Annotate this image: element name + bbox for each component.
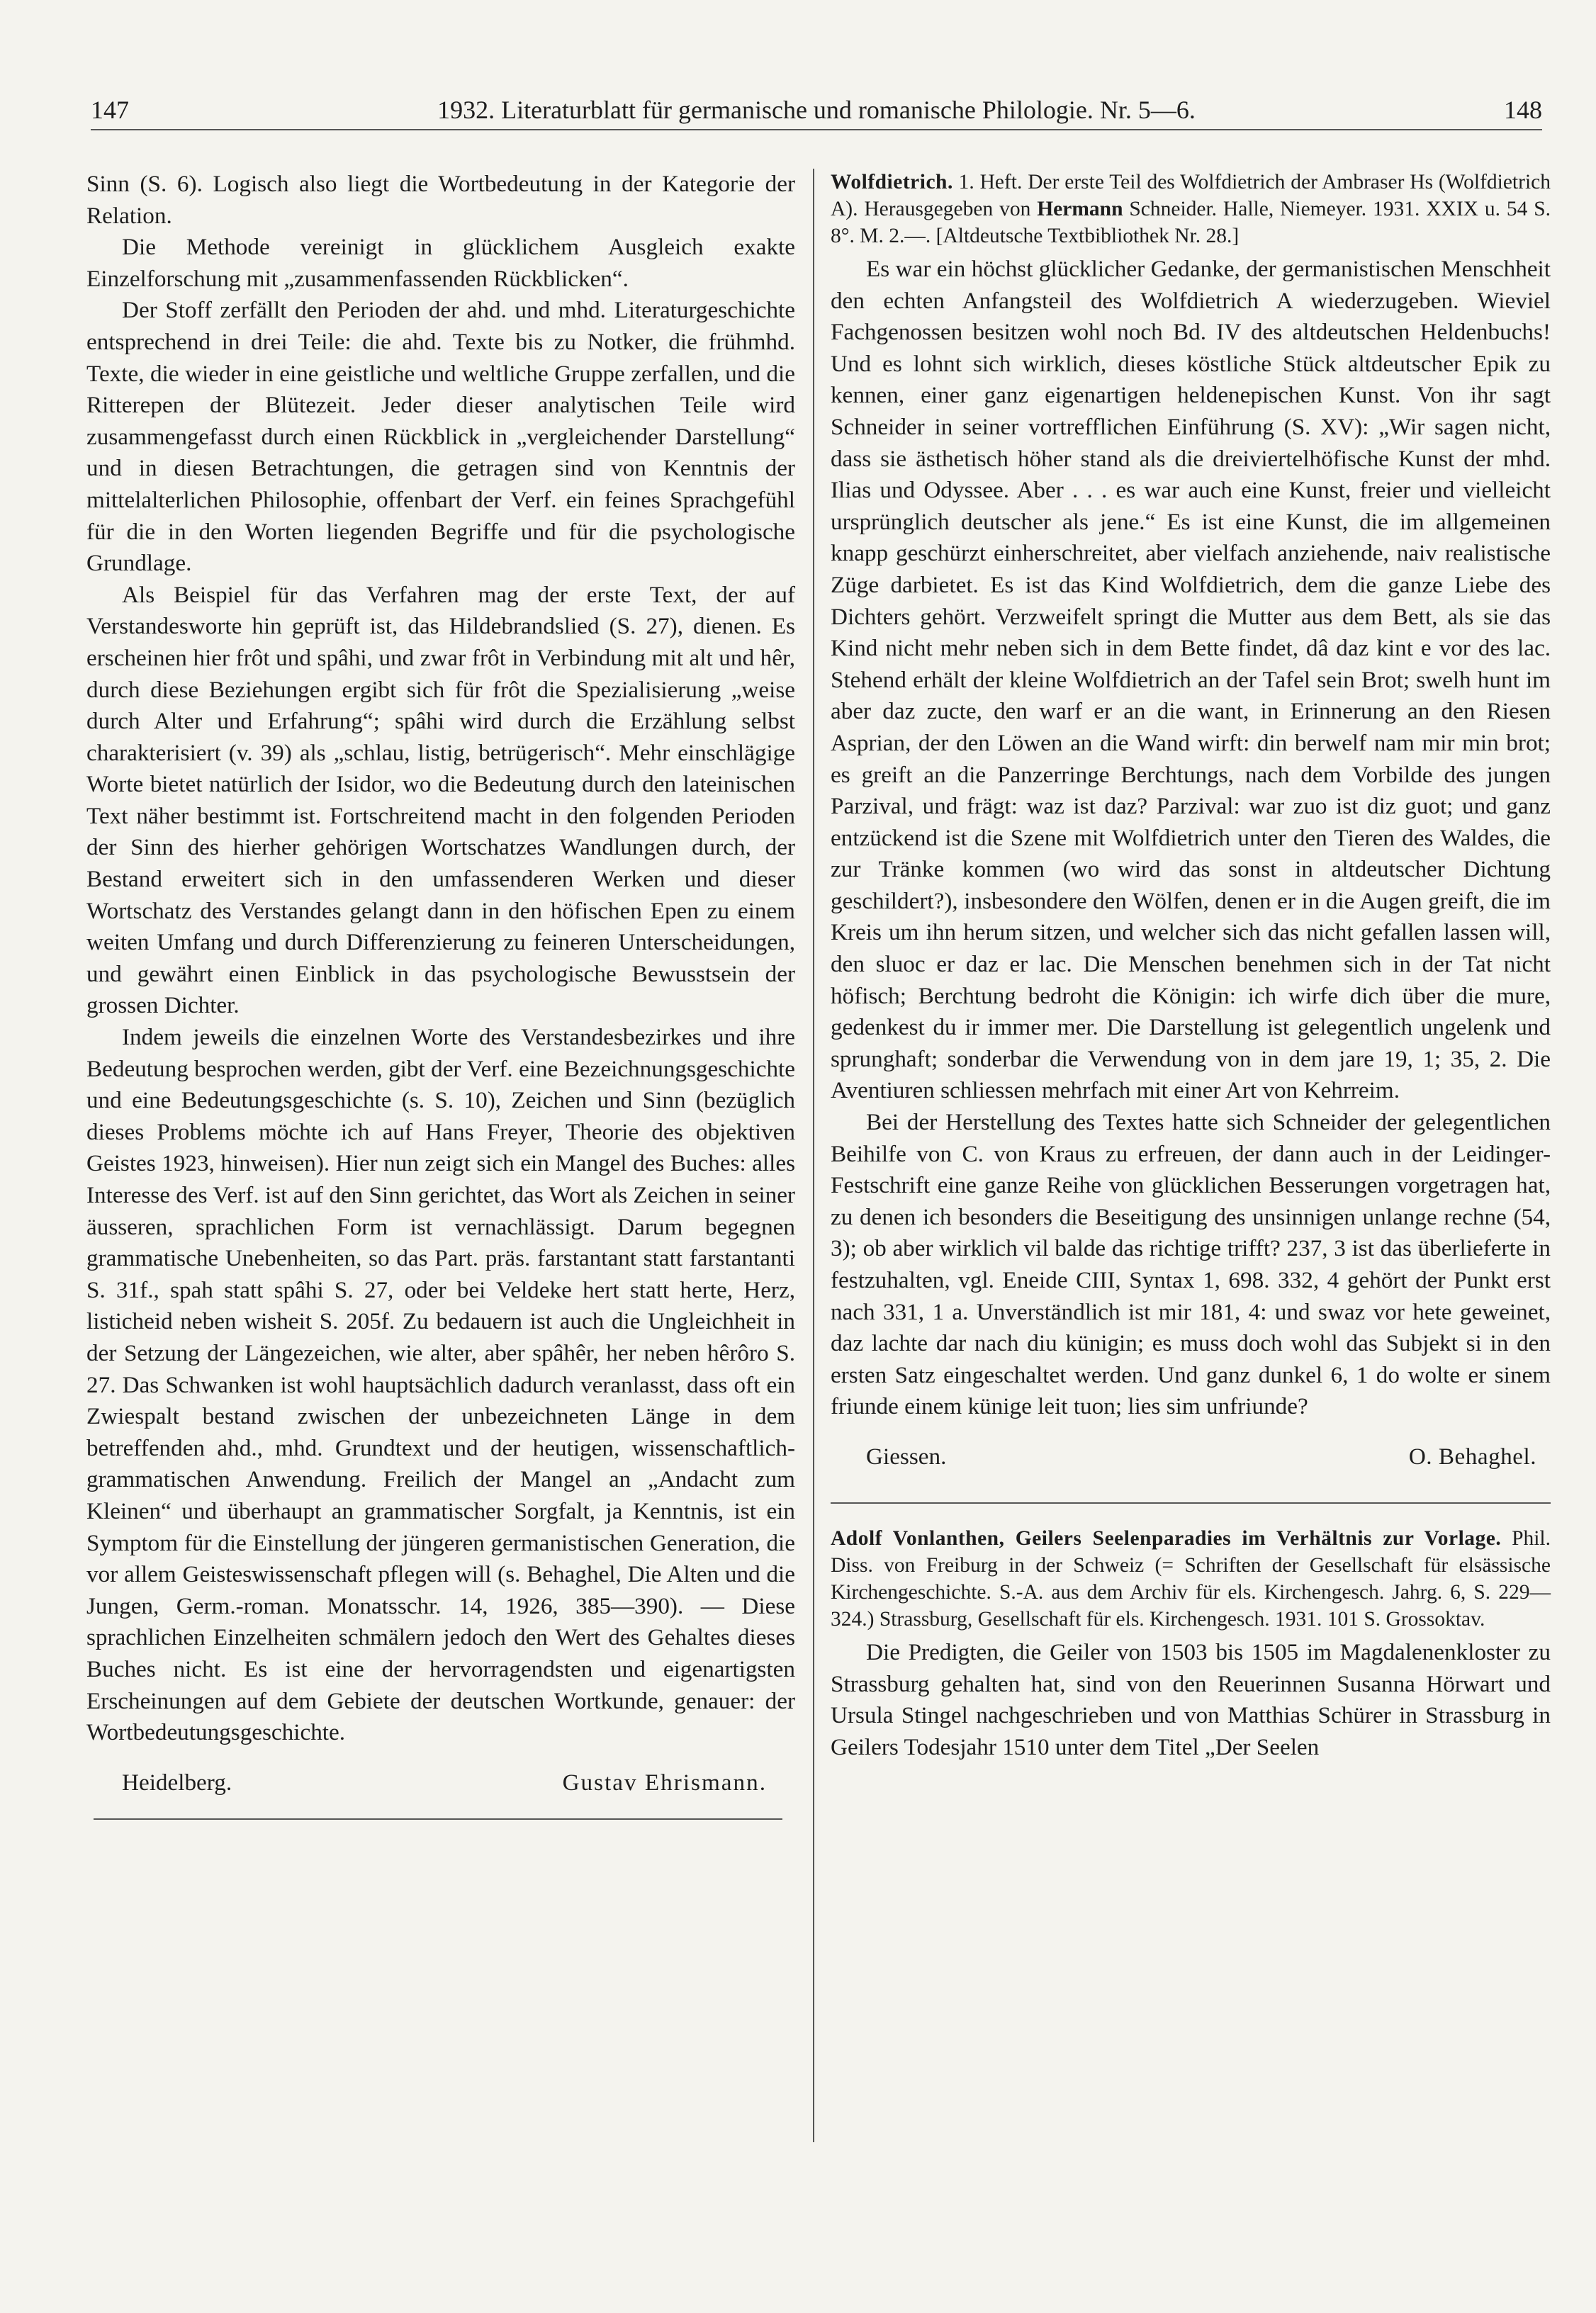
bib-text: Phil. Diss. von Freiburg in der Schweiz (= Schriften der Gesellschaft für elsässische Kirchengeschichte. S.-A. aus dem Archiv für els. Kirchengesch. Jahrg. 6, S. 229—324.) Strassburg, Gesellschaft für els. Kirchengesch. 1931. 101 S. Grossoktav. <box>831 1526 1551 1631</box>
review-title: Adolf Vonlanthen, Geilers Seelenparadies im Verhältnis zur Vorlage. <box>831 1526 1502 1550</box>
paragraph: Sinn (S. 6). Logisch also liegt die Wortbedeutung in der Kategorie der Relation. <box>86 171 795 229</box>
section-rule <box>831 1502 1551 1504</box>
page-number-left: 147 <box>91 96 129 124</box>
signature-author: Gustav Ehrismann. <box>562 1769 767 1796</box>
column-divider <box>813 169 814 2142</box>
signature-place: Giessen. <box>866 1443 947 1470</box>
paragraph: Als Beispiel für das Verfahren mag der erste Text, der auf Verstandesworte hin geprüft ist, das Hildebrandslied (S. 27), dienen. Es erscheinen hier frôt und spâhi, und zwar frôt in Verbindung mit alt und hêr, durch diese Beziehungen ergibt sich für frôt die Spezialisierung „weise durch Alter und Erfahrung“; spâhi wird durch die Erzählung selbst charakterisiert (v. 39) als „schlau, listig, betrügerisch“. Mehr einschlägige Worte bietet natürlich der Isidor, wo die Bedeutung durch den lateinischen Text näher bestimmt ist. Fortschreitend macht in den folgenden Perioden der Sinn des hierher gehörigen Wortschatzes Wandlungen durch, der Bestand erweitert sich in den umfassenderen Werken und dieser Wortschatz des Verstandes gelangt dann in den höfischen Epen zu einem weiten Umfang und durch Differenzierung zu feineren Unterscheidungen, und gewährt einen Einblick in das psychologische Bewusstsein der grossen Dichter. <box>86 581 795 1019</box>
bibliographic-entry <box>831 169 1551 249</box>
page-number-right: 148 <box>1504 96 1542 124</box>
paragraph: Indem jeweils die einzelnen Worte des Verstandesbezirkes und ihre Bedeutung besprochen werden, gibt der Verf. eine Bezeichnungsgeschichte und eine Bedeutungsgeschichte (s. S. 10), Zeichen und Sinn (bezüglich dieses Problems möchte ich auf Hans Freyer, Theorie des objektiven Geistes 1923, hinweisen). Hier nun zeigt sich ein Mangel des Buches: alles Interesse des Verf. ist auf den Sinn gerichtet, das Wort als Zeichen in seiner äusseren, sprachlichen Form ist vernachlässigt. Darum begegnen grammatische Unebenheiten, so das Part. präs. farstantant statt farstantanti S. 31f., spah statt spâhi S. 27, oder bei Veldeke hert statt herte, Herz, listicheid neben wisheit S. 205f. Zu bedauern ist auch die Ungleichheit in der Setzung der Längezeichen, wie alter, aber spâhêr, her neben hêrôro S. 27. Das Schwanken ist wohl hauptsächlich dadurch veranlasst, dass oft ein Zwiespalt bestand zwischen der unbezeichneten Länge in dem betreffenden ahd., mhd. Grundtext und der heutigen, wissenschaftlich-grammatischen Anwendung. Freilich der Mangel an „Andacht zum Kleinen“ und überhaupt an grammatischer Sorgfalt, ja Kenntnis, ist ein Symptom für die Einstellung der jüngeren germanistischen Generation, die vor allem Geisteswissenschaft pflegen will (s. Behaghel, Die Alten und die Jungen, Germ.-roman. Monatsschr. 14, 1926, 385—390). — Diese sprachlichen Einzelheiten schmälern jedoch den Wert des Gehaltes dieses Buches nicht. Es ist eine der hervorragendsten und eigenartigsten Erscheinungen auf dem Gebiete der deutschen Wortkunde, genauer: der Wortbedeutungsgeschichte. <box>86 1024 795 1746</box>
review-signature <box>86 1767 795 1800</box>
right-column <box>831 169 1551 1763</box>
journal-title: 1932. Literaturblatt für germanische und romanische Philologie. Nr. 5—6. <box>437 96 1196 124</box>
paragraph: Die Predigten, die Geiler von 1503 bis 1505 im Magdalenenkloster zu Strassburg gehalten hat, sind von den Reuerinnen Susanna Hörwart und Ursula Stingel nachgeschrieben und von Matthias Schürer in Strassburg in Geilers Todesjahr 1510 unter dem Titel „Der Seelen <box>831 1638 1551 1760</box>
review-title: Wolfdietrich. <box>831 171 953 193</box>
paragraph: Bei der Herstellung des Textes hatte sich Schneider der gelegentlichen Beihilfe von C. von Kraus zu erfreuen, der dann auch in der Leidinger-Festschrift eine ganze Reihe von glücklichen Besserungen vorgetragen hat, zu denen ich besonders die Beseitigung des unsinnigen unlange rechne (54, 3); ob aber wirklich vil balde das richtige trifft? 237, 3 ist das überlieferte in festzuhalten, vgl. Eneide CIII, Syntax 1, 698. 332, 4 gehört der Punkt erst nach 331, 1 a. Unverständlich ist mir 181, 4: und swaz vor hete geweinet, daz lachte dar nach diu künigin; es muss doch wohl das Subjekt si in den ersten Satz eingeschaltet werden. Und ganz dunkel 6, 1 do wolte er sinem friunde einem künige leit tuon; lies sim unfriunde? <box>831 1109 1551 1420</box>
paragraph: Die Methode vereinigt in glücklichem Ausgleich exakte Einzelforschung mit „zusammenfassenden Rückblicken“. <box>86 234 795 292</box>
bib-text: 1. Heft. Der erste Teil des Wolfdietrich der Ambraser Hs (Wolfdietrich A). Herausgegeben von <box>831 171 1551 220</box>
end-rule <box>94 1818 782 1820</box>
paragraph: Es war ein höchst glücklicher Gedanke, der germanistischen Menschheit den echten Anfangsteil des Wolfdietrich A wiederzugeben. Wieviel Fachgenossen besitzen wohl noch Bd. IV des altdeutschen Heldenbuchs! Und es lohnt sich wirklich, dieses köstliche Stück altdeutscher Epik zu kennen, einer ganz eigenartigen heldenepischen Kunst. Von ihr sagt Schneider in seiner vortrefflichen Einführung (S. XV): „Wir sagen nicht, dass sie ästhetisch höher stand als die dreiviertelhöfische Kunst der mhd. Ilias und Odyssee. Aber . . . es war auch eine Kunst, freier und vielleicht ursprünglich deutscher als jene.“ Es ist eine Kunst, die im allgemeinen knapp geschürzt einherschreitet, aber vielfach anziehende, naiv realistische Züge darbietet. Es ist das Kind Wolfdietrich, dem die ganze Liebe des Dichters gehört. Verzweifelt springt die Mutter aus dem Bett, als sie das Kind nicht mehr neben sich in dem Bette findet, dâ daz kint e vor des lac. Stehend erhält der kleine Wolfdietrich an der Tafel sein Brot; swelh hunt im aber daz zucte, den warf er an die want, in Erinnerung an den Riesen Asprian, der den Löwen an die Wand wirft: din berwelf nam mir min brot; es greift an die Panzerringe Berchtungs, nach dem Vorbilde des jungen Parzival, und frägt: waz ist daz? Parzival: war zuo ist diz guot; und ganz entzückend ist die Szene mit Wolfdietrich unter den Tieren des Waldes, die zur Tränke kommen (wo wird das sonst in altdeutscher Dichtung geschildert?), insbesondere den Wölfen, denen er in die Augen greift, die im Kreis um ihn herum sitzen, und welcher sich das nicht gefallen lassen will, den sluoc er daz er lac. Die Menschen benehmen sich in der Tat nicht höfisch; Berchtung bedroht die Königin: ich wirfe dich über die mure, gedenkest du ir immer mer. Die Darstellung ist gelegentlich ungelenk und sprunghaft; sonderbar die Verwendung von in dem jare 19, 1; 35, 2. Die Aventiuren schliessen mehrfach mit einer Art von Kehrreim. <box>831 256 1551 1104</box>
running-header <box>91 91 1542 130</box>
left-column <box>86 169 795 1820</box>
paragraph: Der Stoff zerfällt den Perioden der ahd. und mhd. Literaturgeschichte entsprechend in drei Teile: die ahd. Texte bis zu Notker, die frühmhd. Texte, die wieder in eine geistliche und weltliche Gruppe zerfallen, und die Ritterepen der Blütezeit. Jeder dieser analytischen Teile wird zusammengefasst durch einen Rückblick in „vergleichender Darstellung“ und in diesen Betrachtungen, die getragen sind von Kenntnis der mittelalterlichen Philosophie, offenbart der Verf. ein feines Sprachgefühl für die in den Worten liegenden Begriffe und für die psychologische Grundlage. <box>86 297 795 577</box>
signature-place: Heidelberg. <box>122 1769 232 1796</box>
editor-name: Hermann <box>1037 198 1123 220</box>
signature-author: O. Behaghel. <box>1408 1443 1536 1470</box>
review-signature <box>831 1441 1551 1474</box>
bib-text: Schneider. Halle, Niemeyer. 1931. XXIX u. 54 S. 8°. M. 2.—. [Altdeutsche Textbibliothek Nr. 28.] <box>831 198 1551 247</box>
bibliographic-entry <box>831 1525 1551 1633</box>
